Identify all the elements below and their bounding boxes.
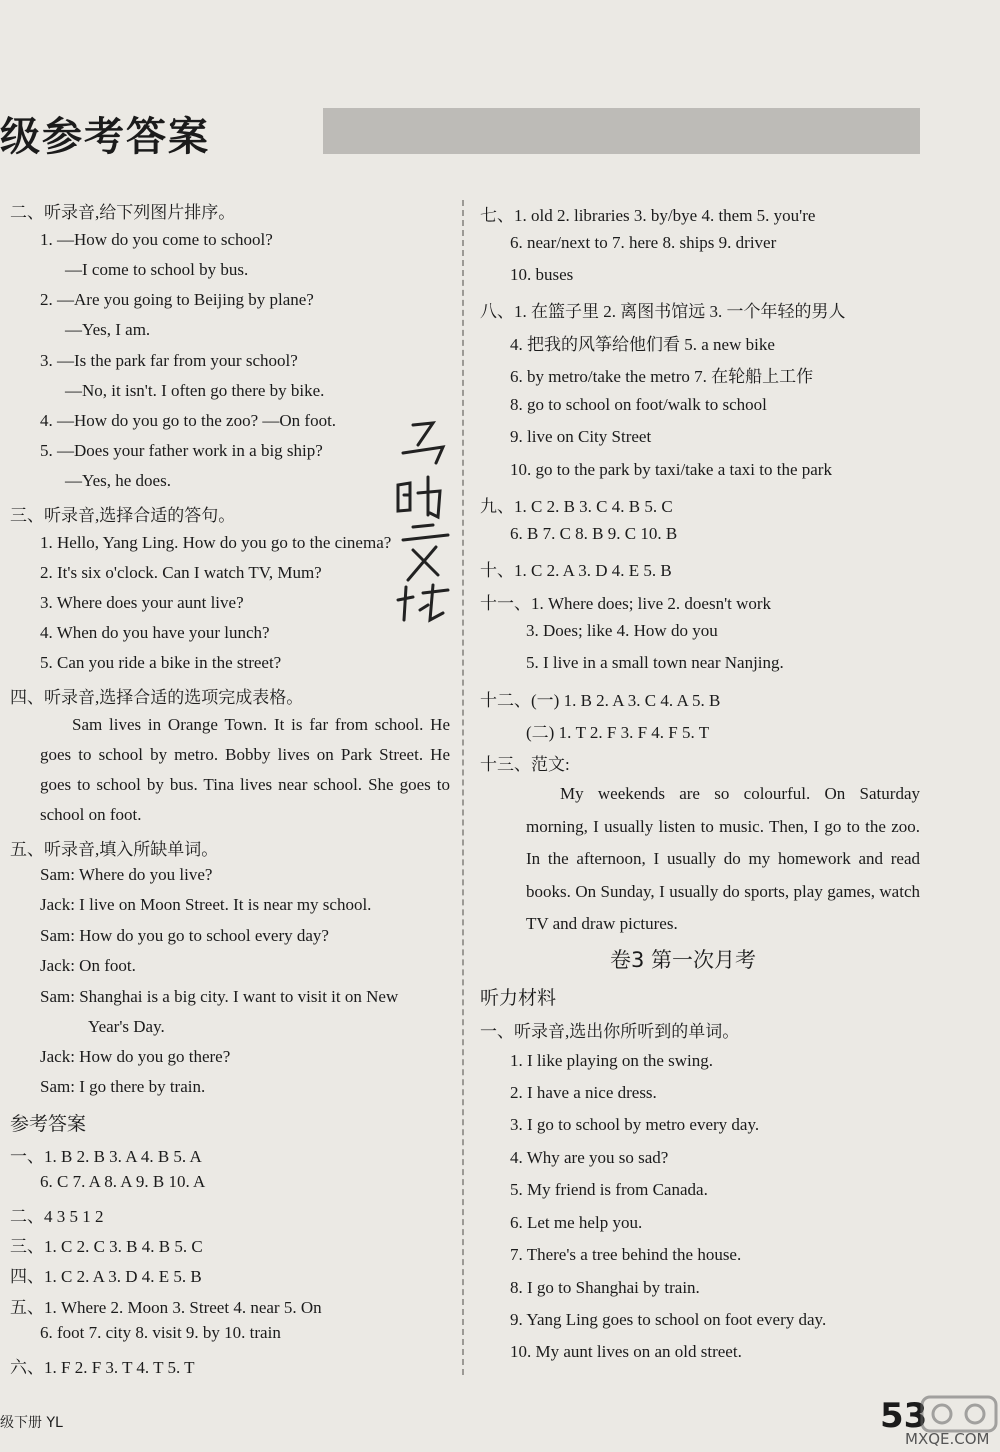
answer-line: 九、1. C 2. B 3. C 4. B 5. C: [480, 497, 673, 516]
text-line: —I come to school by bus.: [65, 260, 249, 279]
answer-line: 6. foot 7. city 8. visit 9. by 10. train: [40, 1323, 281, 1342]
title-bar: [323, 108, 920, 154]
dialogue-line: Sam: How do you go to school every day?: [40, 926, 329, 945]
answer-line: 9. live on City Street: [510, 427, 652, 446]
dialogue-line: Jack: On foot.: [40, 956, 136, 975]
page-title: 级参考答案: [0, 114, 210, 160]
section-heading: 二、听录音,给下列图片排序。: [10, 203, 236, 222]
answer-line: 十、1. C 2. A 3. D 4. E 5. B: [480, 561, 672, 580]
text-line: 2. It's six o'clock. Can I watch TV, Mum?: [40, 563, 322, 582]
footer-text: 级下册 YL: [0, 1415, 63, 1431]
paragraph: Sam lives in Orange Town. It is far from school. He goes to school by metro. Bobby lives on Park Street. He goes to school by bus. Tina lives near school. She goes to school on foot.: [40, 715, 450, 824]
answer-line: 十二、(一) 1. B 2. A 3. C 4. A 5. B: [480, 691, 721, 710]
listening-line: 4. Why are you so sad?: [510, 1148, 669, 1167]
answer-line: 八、1. 在篮子里 2. 离图书馆远 3. 一个年轻的男人: [480, 302, 846, 321]
answer-line: 3. Does; like 4. How do you: [526, 621, 718, 640]
answer-line: 二、4 3 5 1 2: [10, 1207, 104, 1226]
answer-line: 6. near/next to 7. here 8. ships 9. driver: [510, 233, 777, 252]
section-heading: 十三、范文:: [480, 755, 570, 774]
dialogue-line: Sam: Where do you live?: [40, 865, 213, 884]
listening-line: 10. My aunt lives on an old street.: [510, 1342, 742, 1361]
listening-line: 2. I have a nice dress.: [510, 1083, 657, 1102]
answer-line: 6. C 7. A 8. A 9. B 10. A: [40, 1172, 206, 1191]
answer-line: 10. go to the park by taxi/take a taxi to the park: [510, 460, 832, 479]
dialogue-line: Jack: I live on Moon Street. It is near my school.: [40, 895, 372, 914]
answer-line: 10. buses: [510, 265, 574, 284]
watermark-text: MXQE.COM: [905, 1430, 990, 1448]
dialogue-line: Jack: How do you go there?: [40, 1047, 231, 1066]
answer-line: 六、1. F 2. F 3. T 4. T 5. T: [10, 1358, 195, 1377]
answer-line: 4. 把我的风筝给他们看 5. a new bike: [510, 335, 775, 354]
answer-line: 5. I live in a small town near Nanjing.: [526, 653, 784, 672]
answer-line: (二) 1. T 2. F 3. F 4. F 5. T: [526, 723, 710, 742]
reference-answers-heading: 参考答案: [10, 1113, 87, 1135]
listening-line: 3. I go to school by metro every day.: [510, 1115, 760, 1134]
dialogue-line: Sam: I go there by train.: [40, 1077, 206, 1096]
page-number: 53: [880, 1396, 928, 1436]
text-line: —Yes, he does.: [65, 471, 171, 490]
text-line: 4. When do you have your lunch?: [40, 623, 270, 642]
answer-line: 四、1. C 2. A 3. D 4. E 5. B: [10, 1267, 202, 1286]
answer-line: 七、1. old 2. libraries 3. by/bye 4. them 5. you're: [480, 206, 816, 225]
section-heading: 三、听录音,选择合适的答句。: [10, 506, 236, 525]
answer-line: 三、1. C 2. C 3. B 4. B 5. C: [10, 1237, 203, 1256]
text-line: 4. —How do you go to the zoo? —On foot.: [40, 411, 337, 430]
dialogue-line: Sam: Shanghai is a big city. I want to visit it on New: [40, 987, 399, 1006]
exam-title: 卷3 第一次月考: [610, 948, 757, 972]
listening-line: 8. I go to Shanghai by train.: [510, 1278, 700, 1297]
model-essay: My weekends are so colourful. On Saturday morning, I usually listen to music. Then, I go to the zoo. In the afternoon, I usually do my homework and read books. On Sunday, I usually do sports, play games, watch TV and draw pictures.: [526, 784, 920, 933]
answer-line: 五、1. Where 2. Moon 3. Street 4. near 5. On: [10, 1298, 322, 1317]
column-divider: [462, 200, 464, 1375]
dialogue-line: Year's Day.: [88, 1017, 165, 1036]
text-line: —Yes, I am.: [65, 320, 151, 339]
listening-line: 9. Yang Ling goes to school on foot every day.: [510, 1310, 827, 1329]
text-line: 3. Where does your aunt live?: [40, 593, 244, 612]
answer-line: 6. by metro/take the metro 7. 在轮船上工作: [510, 367, 814, 386]
text-line: —No, it isn't. I often go there by bike.: [65, 381, 325, 400]
text-line: 5. —Does your father work in a big ship?: [40, 441, 323, 460]
answer-line: 一、1. B 2. B 3. A 4. B 5. A: [10, 1147, 202, 1166]
section-heading: 一、听录音,选出你所听到的单词。: [480, 1022, 740, 1041]
listening-line: 7. There's a tree behind the house.: [510, 1245, 742, 1264]
listening-line: 5. My friend is from Canada.: [510, 1180, 708, 1199]
text-line: 3. —Is the park far from your school?: [40, 351, 298, 370]
section-heading: 四、听录音,选择合适的选项完成表格。: [10, 688, 304, 707]
section-heading: 五、听录音,填入所缺单词。: [10, 840, 219, 859]
text-line: 1. Hello, Yang Ling. How do you go to the cinema?: [40, 533, 392, 552]
text-line: 2. —Are you going to Beijing by plane?: [40, 290, 314, 309]
answer-line: 8. go to school on foot/walk to school: [510, 395, 767, 414]
listening-line: 1. I like playing on the swing.: [510, 1051, 714, 1070]
listening-heading: 听力材料: [480, 987, 557, 1009]
listening-line: 6. Let me help you.: [510, 1213, 643, 1232]
answer-line: 6. B 7. C 8. B 9. C 10. B: [510, 524, 678, 543]
text-line: 1. —How do you come to school?: [40, 230, 273, 249]
handwriting-scribble: [388, 415, 463, 630]
answer-line: 十一、1. Where does; live 2. doesn't work: [480, 594, 772, 613]
text-line: 5. Can you ride a bike in the street?: [40, 653, 282, 672]
